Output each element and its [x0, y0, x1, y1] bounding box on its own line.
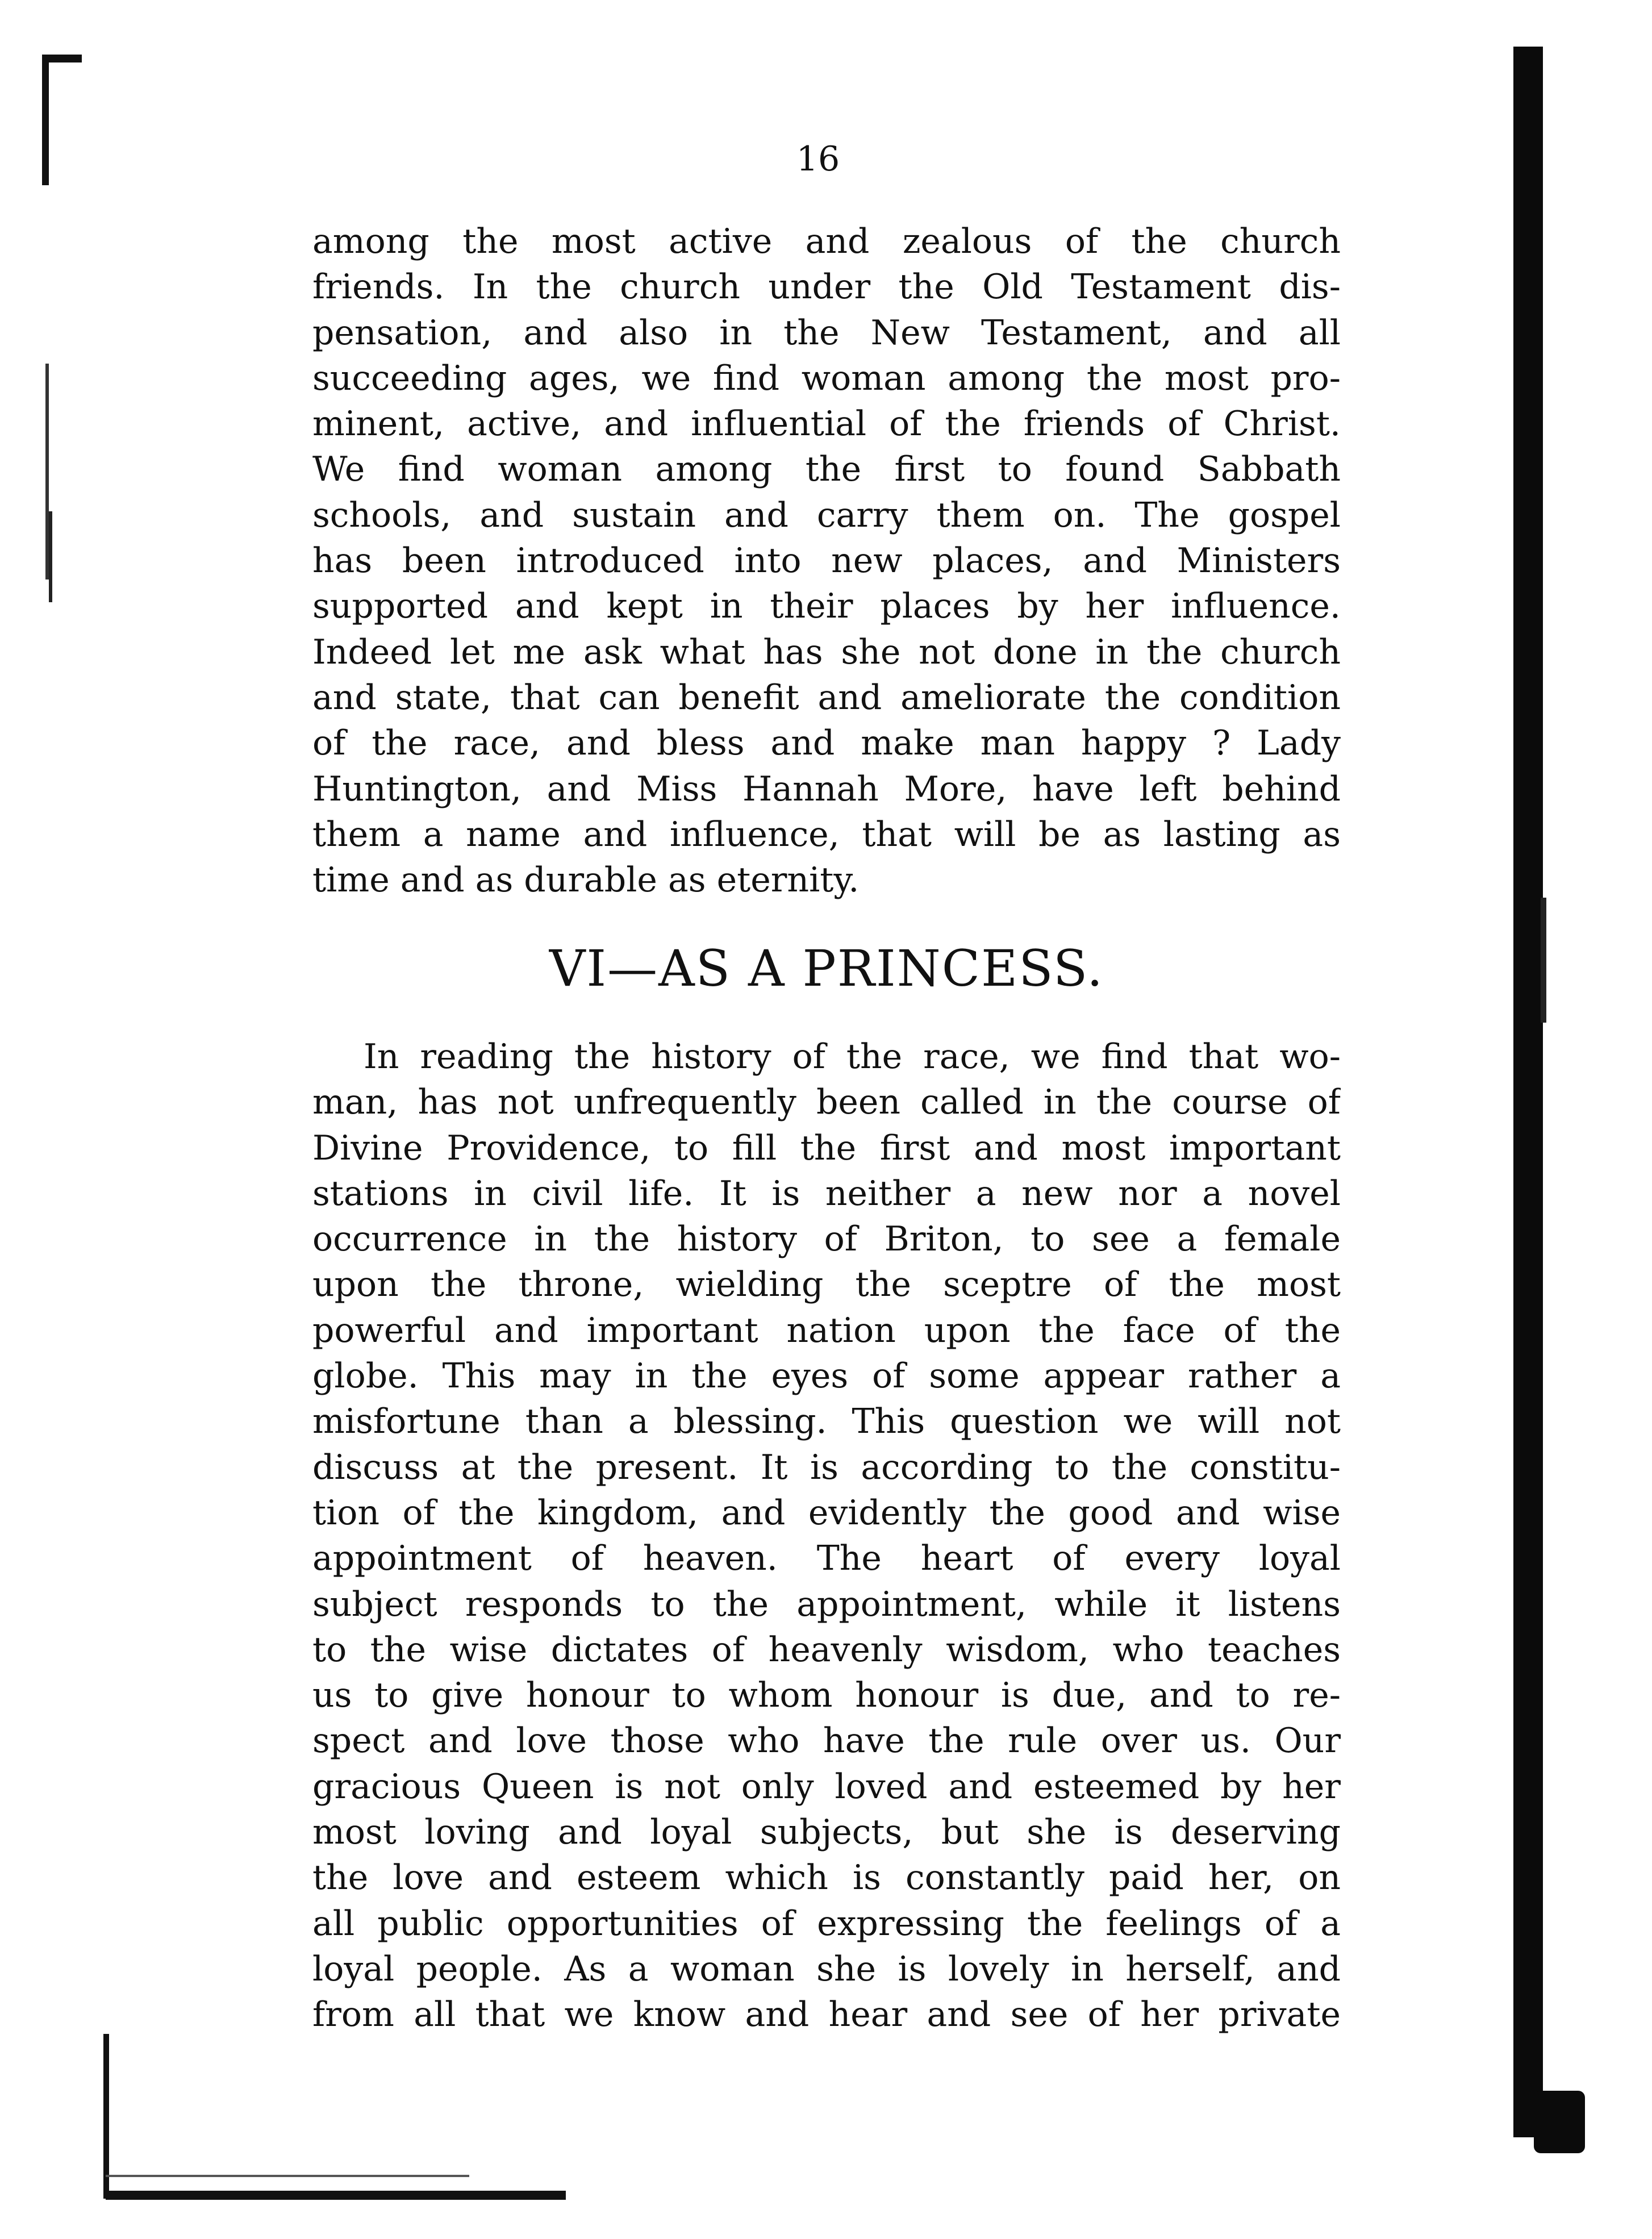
text-line: spect and love those who have the rule over us. Our	[312, 1721, 1341, 1761]
text-line: minent, active, and influential of the friends of Christ.	[312, 404, 1341, 444]
scan-edge-mark-left-hook	[42, 55, 82, 62]
text-line: gracious Queen is not only loved and esteemed by her	[312, 1766, 1341, 1807]
scan-edge-blob-right	[1534, 2091, 1585, 2153]
scan-edge-mark-left-top	[42, 55, 49, 185]
text-line: all public opportunities of expressing the feelings of a	[312, 1903, 1341, 1944]
text-line: friends. In the church under the Old Testament dis-	[312, 267, 1341, 307]
page-number: 16	[796, 139, 840, 179]
text-line: appointment of heaven. The heart of every loyal	[312, 1538, 1341, 1579]
text-line: has been introduced into new places, and Ministers	[312, 541, 1341, 581]
text-line: man, has not unfrequently been called in the course of	[312, 1082, 1341, 1123]
scan-edge-mark-right	[1513, 47, 1543, 2137]
text-line: We find woman among the first to found Sabbath	[312, 449, 1341, 490]
text-line: pensation, and also in the New Testament, and all	[312, 312, 1341, 353]
text-line: occurrence in the history of Briton, to see a female	[312, 1219, 1341, 1260]
text-line: the love and esteem which is constantly paid her, on	[312, 1858, 1341, 1898]
section-heading: VI—AS A PRINCESS.	[549, 939, 1104, 998]
text-line: subject responds to the appointment, while it listens	[312, 1584, 1341, 1624]
text-line: powerful and important nation upon the face of the	[312, 1310, 1341, 1350]
paragraph-princess	[312, 1034, 1341, 2038]
text-line: misfortune than a blessing. This question we will not	[312, 1402, 1341, 1442]
text-line: schools, and sustain and carry them on. The gospel	[312, 495, 1341, 535]
text-line: time and as durable as eternity.	[312, 860, 860, 900]
text-line: upon the throne, wielding the sceptre of the most	[312, 1265, 1341, 1305]
scan-edge-mark-left-middle-2	[49, 511, 52, 602]
text-line: from all that we know and hear and see of her private	[312, 1995, 1341, 2035]
scan-edge-line-bottom	[106, 2175, 469, 2177]
text-line: tion of the kingdom, and evidently the good and wise	[312, 1492, 1341, 1533]
text-line: and state, that can benefit and ameliorate the condition	[312, 677, 1341, 718]
text-line: us to give honour to whom honour is due, and to re-	[312, 1675, 1341, 1716]
scan-edge-mark-left-bottom	[103, 2034, 109, 2199]
text-line: of the race, and bless and make man happy ? Lady	[312, 723, 1341, 764]
text-line: supported and kept in their places by her influence.	[312, 586, 1341, 627]
text-line: them a name and influence, that will be as lasting as	[312, 814, 1341, 854]
text-line: succeeding ages, we find woman among the most pro-	[312, 358, 1341, 398]
text-line: to the wise dictates of heavenly wisdom, who teaches	[312, 1629, 1341, 1670]
scan-edge-mark-bottom	[106, 2191, 566, 2200]
paragraph-continued	[312, 219, 1341, 903]
text-line: Huntington, and Miss Hannah More, have left behind	[312, 769, 1341, 809]
text-line: stations in civil life. It is neither a new nor a novel	[312, 1173, 1341, 1214]
text-line: Indeed let me ask what has she not done in the church	[312, 632, 1341, 672]
text-line: most loving and loyal subjects, but she is deserving	[312, 1812, 1341, 1853]
text-line: among the most active and zealous of the church	[312, 222, 1341, 261]
text-line: In reading the history of the race, we find that wo-	[364, 1037, 1341, 1077]
text-line: discuss at the present. It is according to the constitu-	[312, 1447, 1341, 1487]
text-line: globe. This may in the eyes of some appear rather a	[312, 1356, 1341, 1396]
text-line: Divine Providence, to fill the first and most important	[312, 1128, 1341, 1168]
scan-edge-speck-right	[1541, 898, 1546, 1023]
text-line: loyal people. As a woman she is lovely in herself, and	[312, 1949, 1341, 1989]
